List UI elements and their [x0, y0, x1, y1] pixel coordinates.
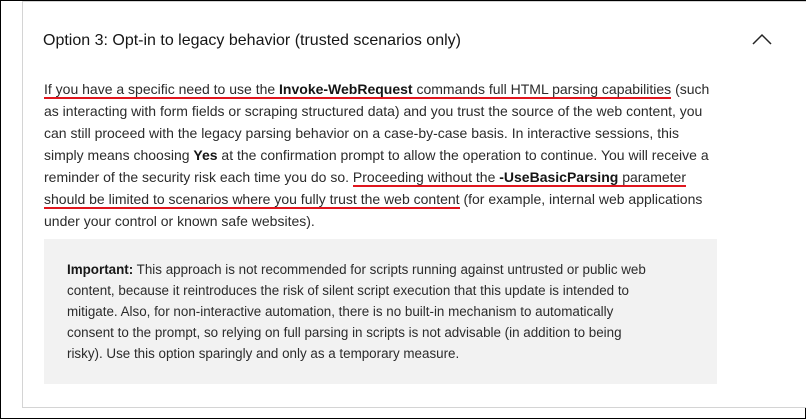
- underlined-phrase-1: If you have a specific need to use the Invoke-WebRequest commands full HTML parsing capabilities: [44, 81, 672, 97]
- chevron-up-icon[interactable]: [751, 31, 773, 47]
- accordion-header[interactable]: [23, 1, 806, 70]
- important-label: Important:: [67, 262, 134, 277]
- section-title: Option 3: Opt-in to legacy behavior (trusted scenarios only): [43, 32, 461, 49]
- usebasicparsing-param: -UseBasicParsing: [499, 169, 619, 185]
- accordion-panel: [22, 1, 806, 408]
- yes-option: Yes: [193, 147, 218, 163]
- underlined-phrase-2: Proceeding without the -UseBasicParsing parameter should be limited to scenarios where you fully trust the web content: [44, 169, 687, 207]
- option-description: If you have a specific need to use the Invoke-WebRequest commands full HTML parsing capabilities (such as interacting with form fields or scraping structured data) and you trust the source of the web content, you can still proceed with the legacy parsing behavior on a case-by-case basis. In interactive sessions, this simply means choosing Yes at the confirmation prompt to allow the operation to continue. You will receive a reminder of the security risk each time you do so. Proceeding without the -UseBasicParsing parameter should be limited to scenarios where you fully trust the web content (for example, internal web applications under your control or known safe websites).: [44, 81, 710, 229]
- important-note-text: Important: This approach is not recommended for scripts running against untrusted or public web content, because it reintroduces the risk of silent script execution that this update is intended to mitigate. Also, for non-interactive automation, there is no built-in mechanism to automatically consent to the prompt, so relying on full parsing in scripts is not advisable (in addition to being risky). Use this option sparingly and only as a temporary measure.: [67, 262, 646, 361]
- invoke-webrequest-cmd: Invoke-WebRequest: [279, 81, 413, 97]
- important-note: [44, 239, 717, 384]
